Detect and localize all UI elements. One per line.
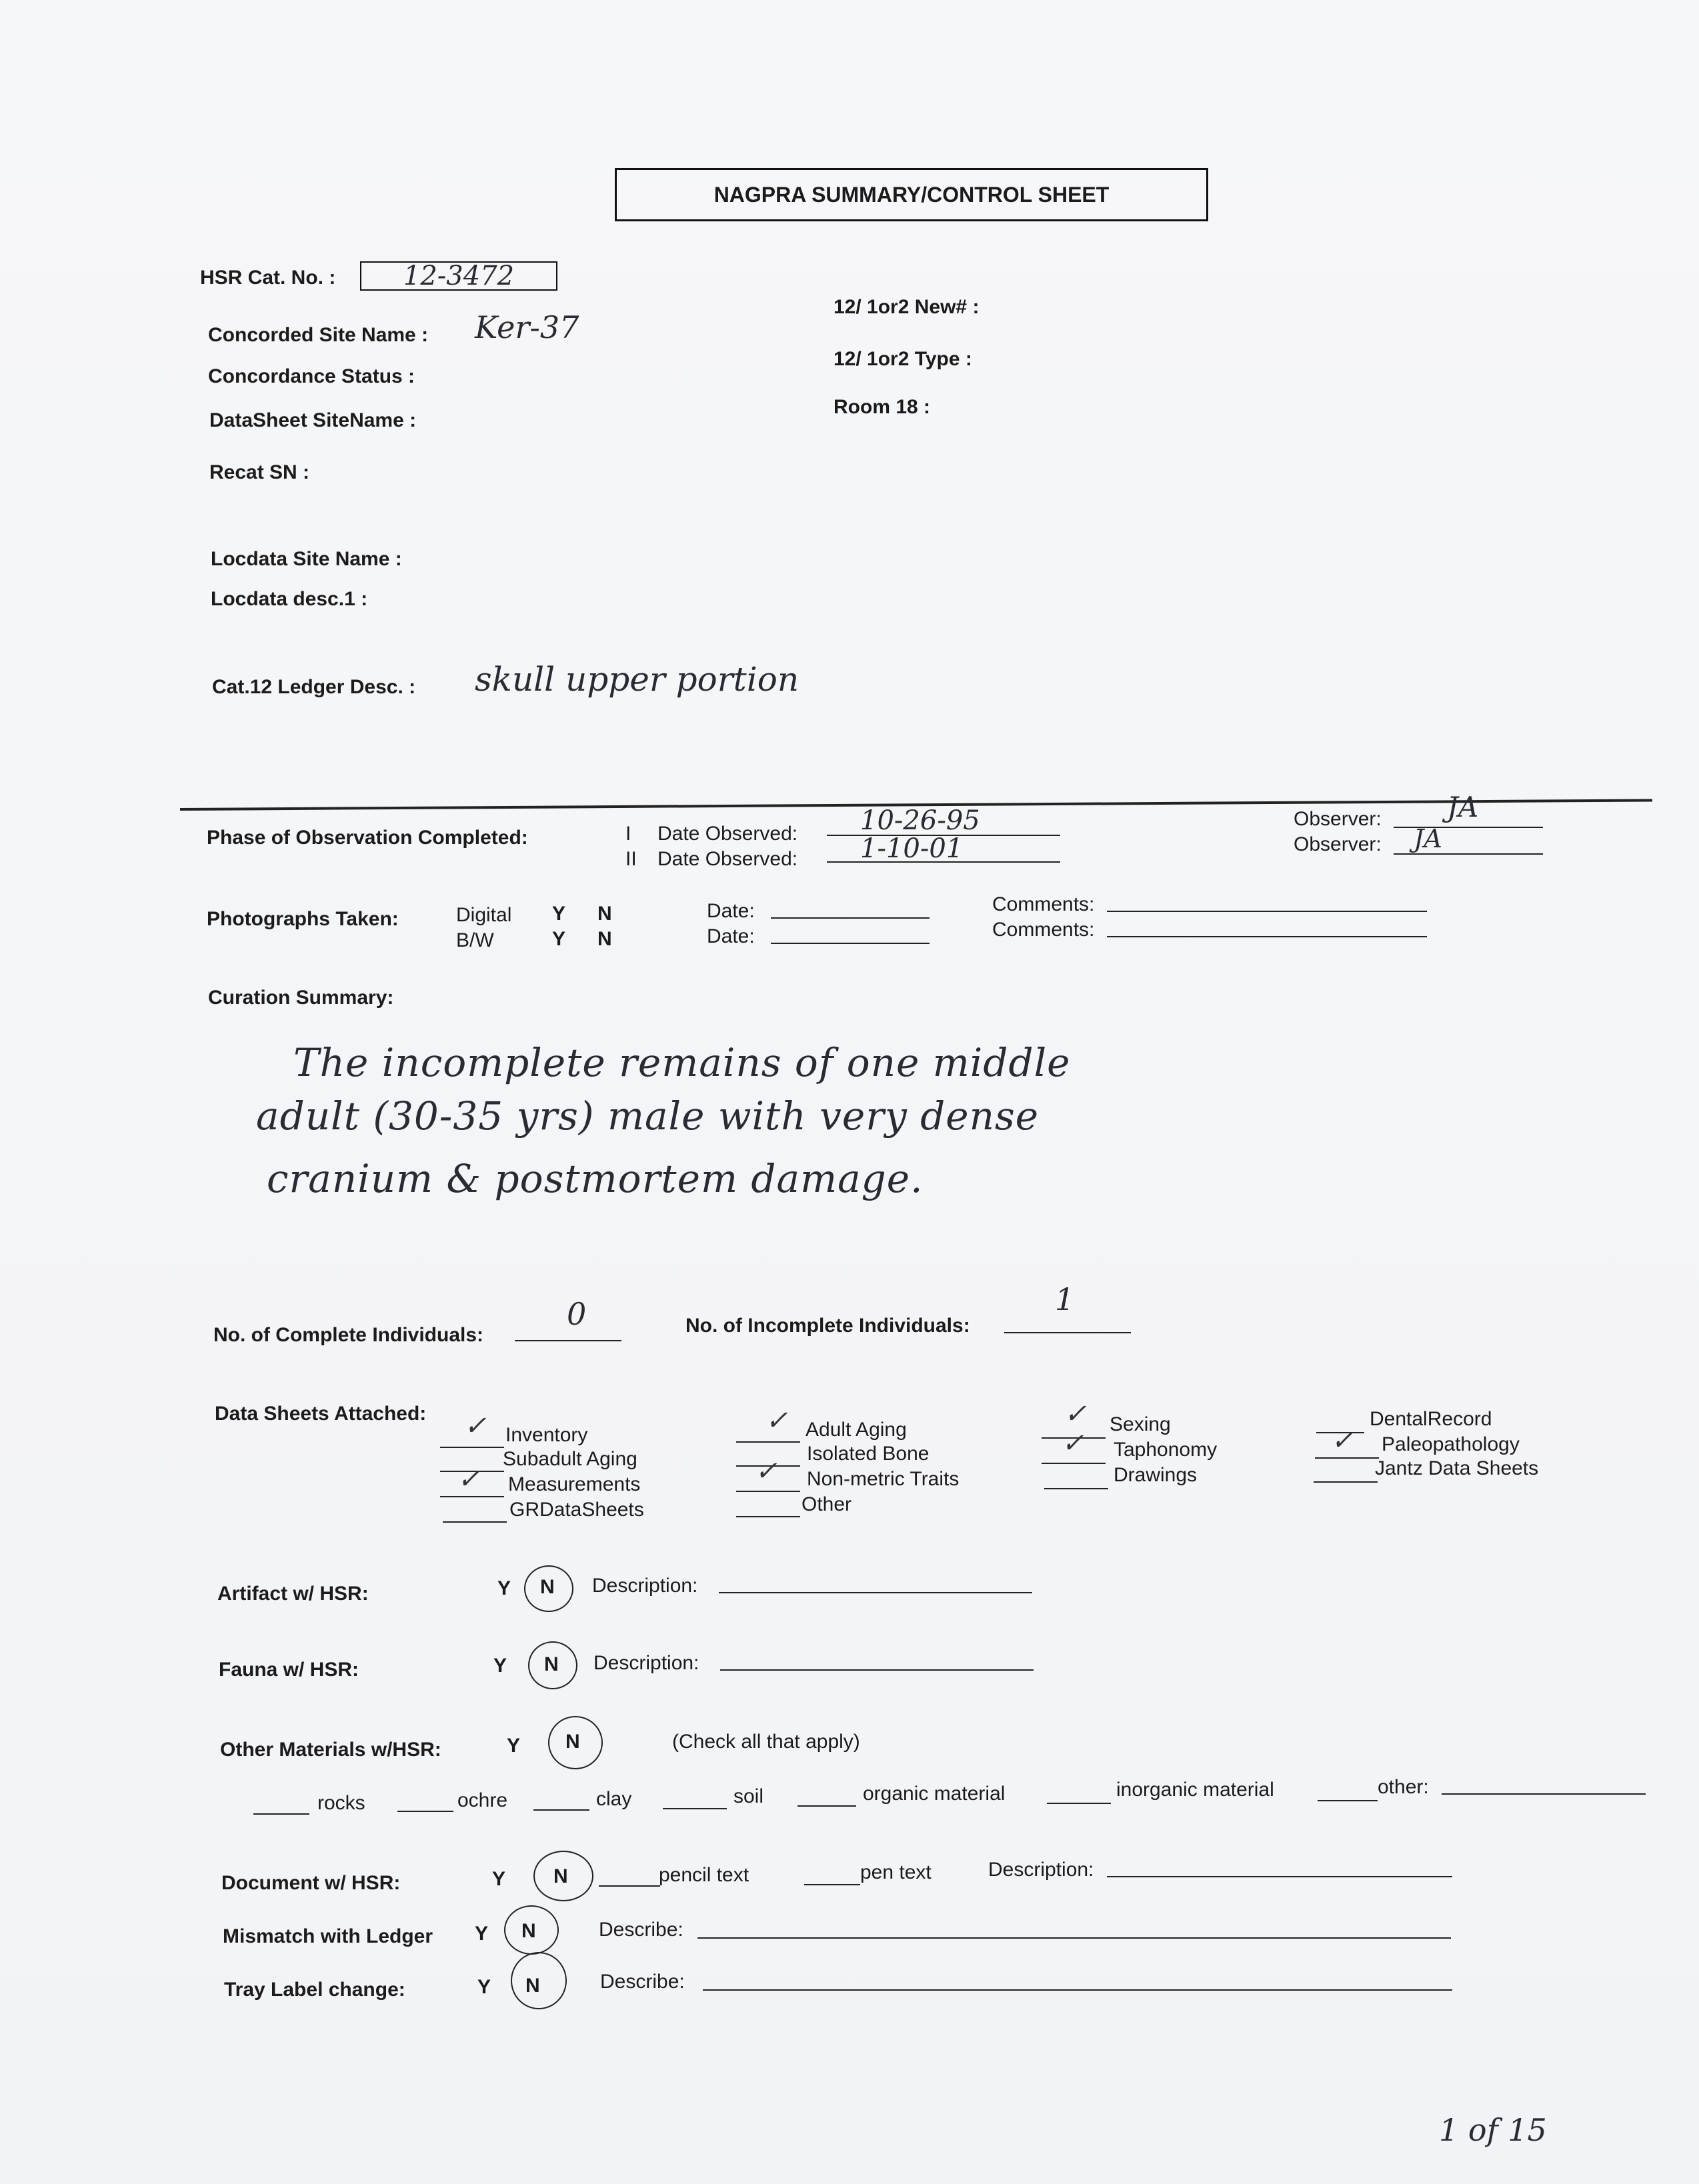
tray-y[interactable]: Y xyxy=(477,1976,491,1998)
document-label: Document w/ HSR: xyxy=(221,1872,401,1894)
adult-aging-check-icon: ✓ xyxy=(765,1405,788,1436)
document-pen-text[interactable]: pen text xyxy=(860,1861,932,1883)
pen-blank xyxy=(804,1884,860,1885)
photo-comments-2-line xyxy=(1107,936,1427,937)
photo-bw-label: B/W xyxy=(456,929,494,951)
type-label: 12/ 1or2 Type : xyxy=(833,348,972,370)
observer-2-value: JA xyxy=(1414,824,1442,853)
paleopathology-check-icon: ✓ xyxy=(1331,1425,1354,1456)
fauna-label: Fauna w/ HSR: xyxy=(219,1659,359,1681)
photo-comments-1-label: Comments: xyxy=(992,893,1095,915)
mismatch-describe-line xyxy=(697,1937,1451,1939)
fauna-n[interactable]: N xyxy=(544,1653,559,1675)
photo-comments-2-label: Comments: xyxy=(992,919,1095,941)
document-n[interactable]: N xyxy=(553,1865,568,1887)
phase2-numeral: II xyxy=(625,848,637,870)
material-inorganic[interactable]: inorganic material xyxy=(1116,1779,1274,1801)
complete-individuals-value: 0 xyxy=(567,1296,587,1332)
curation-summary-line-2: adult (30-35 yrs) male with very dense xyxy=(256,1093,1040,1139)
inventory-check-icon: ✓ xyxy=(464,1411,487,1441)
concordance-status-label: Concordance Status : xyxy=(208,365,415,387)
datasheet-paleopathology[interactable]: Paleopathology xyxy=(1382,1433,1520,1455)
datasheets-label: Data Sheets Attached: xyxy=(215,1403,427,1425)
check-all-note: (Check all that apply) xyxy=(672,1731,860,1753)
recat-sn-label: Recat SN : xyxy=(209,461,310,483)
ochre-blank xyxy=(397,1811,453,1812)
soil-blank xyxy=(663,1808,727,1809)
ledger-desc-value: skull upper portion xyxy=(475,660,799,699)
photo-date-1-label: Date: xyxy=(707,900,755,922)
artifact-label: Artifact w/ HSR: xyxy=(217,1583,369,1605)
incomplete-individuals-label: No. of Incomplete Individuals: xyxy=(685,1315,970,1337)
fauna-description-line xyxy=(720,1669,1034,1671)
other-materials-y[interactable]: Y xyxy=(507,1735,521,1757)
observer-1-label: Observer: xyxy=(1294,808,1382,830)
complete-individuals-label: No. of Complete Individuals: xyxy=(213,1324,484,1346)
paleopathology-blank xyxy=(1315,1457,1379,1459)
datasheet-jantz[interactable]: Jantz Data Sheets xyxy=(1375,1457,1539,1479)
inorganic-blank xyxy=(1047,1803,1111,1804)
observer-1-value: JA xyxy=(1447,791,1479,823)
photo-bw-n[interactable]: N xyxy=(597,928,612,950)
tray-n[interactable]: N xyxy=(525,1975,540,1997)
photo-date-1-line xyxy=(771,917,930,919)
other-material-blank xyxy=(1318,1800,1378,1801)
incomplete-individuals-value: 1 xyxy=(1055,1281,1075,1317)
material-other-line xyxy=(1442,1793,1646,1795)
phase-label: Phase of Observation Completed: xyxy=(207,827,528,849)
inventory-blank xyxy=(440,1447,504,1448)
grdatasheets-blank xyxy=(443,1521,507,1523)
tray-describe-label: Describe: xyxy=(600,1971,685,1993)
material-ochre[interactable]: ochre xyxy=(457,1789,508,1811)
room-label: Room 18 : xyxy=(833,396,931,418)
datasheet-non-metric-traits[interactable]: Non-metric Traits xyxy=(807,1468,960,1490)
date-observed-1-value: 10-26-95 xyxy=(860,805,980,836)
observer-2-label: Observer: xyxy=(1294,833,1382,855)
hsr-cat-no-box xyxy=(360,261,557,291)
material-clay[interactable]: clay xyxy=(596,1788,632,1810)
hsr-cat-no-label: HSR Cat. No. : xyxy=(200,267,336,289)
photo-date-2-line xyxy=(771,943,930,944)
datasheet-sitename-label: DataSheet SiteName : xyxy=(209,409,417,431)
material-soil[interactable]: soil xyxy=(733,1785,764,1807)
document-y[interactable]: Y xyxy=(492,1868,506,1890)
date-observed-2-value: 1-10-01 xyxy=(860,833,964,864)
tray-label-change-label: Tray Label change: xyxy=(224,1979,405,2001)
material-other[interactable]: other: xyxy=(1378,1776,1429,1798)
page-count: 1 of 15 xyxy=(1439,2112,1547,2148)
artifact-description-label: Description: xyxy=(592,1575,698,1597)
material-rocks[interactable]: rocks xyxy=(317,1792,365,1814)
date-observed-2-line xyxy=(827,861,1060,863)
non-metric-traits-blank xyxy=(736,1491,800,1492)
curation-summary-label: Curation Summary: xyxy=(208,987,394,1009)
document-pencil-text[interactable]: pencil text xyxy=(659,1864,749,1886)
tray-describe-line xyxy=(703,1989,1452,1991)
curation-summary-line-3: cranium & postmortem damage. xyxy=(267,1156,924,1201)
artifact-n[interactable]: N xyxy=(540,1576,555,1598)
drawings-blank xyxy=(1044,1488,1108,1489)
organic-blank xyxy=(797,1805,856,1807)
mismatch-y[interactable]: Y xyxy=(475,1923,489,1945)
measurements-check-icon: ✓ xyxy=(457,1464,480,1495)
document-description-line xyxy=(1107,1876,1452,1877)
datasheet-subadult-aging[interactable]: Subadult Aging xyxy=(503,1448,637,1470)
form-title: NAGPRA SUMMARY/CONTROL SHEET xyxy=(713,182,1110,207)
observer-2-line xyxy=(1394,853,1543,855)
form-title-box xyxy=(615,168,1208,221)
fauna-description-label: Description: xyxy=(593,1652,699,1674)
photographs-label: Photographs Taken: xyxy=(207,908,399,930)
datasheet-other[interactable]: Other xyxy=(801,1493,852,1515)
date-observed-2-label: Date Observed: xyxy=(657,848,798,870)
complete-individuals-line xyxy=(515,1340,621,1341)
adult-aging-blank xyxy=(736,1441,800,1443)
locdata-desc-label: Locdata desc.1 : xyxy=(211,588,368,610)
photo-digital-y[interactable]: Y xyxy=(552,903,566,925)
datasheet-adult-aging[interactable]: Adult Aging xyxy=(805,1419,907,1441)
artifact-y[interactable]: Y xyxy=(497,1577,511,1599)
taphonomy-blank xyxy=(1042,1463,1106,1464)
other-materials-n[interactable]: N xyxy=(565,1731,580,1753)
curation-summary-line-1: The incomplete remains of one middle xyxy=(293,1040,1071,1085)
other-blank xyxy=(736,1516,800,1517)
new-number-label: 12/ 1or2 New# : xyxy=(833,296,980,318)
measurements-blank xyxy=(440,1496,504,1497)
datasheet-sexing[interactable]: Sexing xyxy=(1110,1413,1171,1435)
artifact-description-line xyxy=(719,1592,1032,1593)
concorded-site-name-value: Ker-37 xyxy=(475,309,579,345)
jantz-blank xyxy=(1314,1481,1378,1483)
datasheet-taphonomy[interactable]: Taphonomy xyxy=(1114,1439,1218,1461)
mismatch-describe-label: Describe: xyxy=(599,1919,683,1941)
taphonomy-check-icon: ✓ xyxy=(1062,1428,1084,1459)
photo-digital-label: Digital xyxy=(456,904,512,926)
photo-comments-1-line xyxy=(1107,911,1427,912)
incomplete-individuals-line xyxy=(1004,1332,1131,1333)
concorded-site-name-label: Concorded Site Name : xyxy=(208,324,429,346)
mismatch-n[interactable]: N xyxy=(521,1920,536,1942)
material-organic[interactable]: organic material xyxy=(863,1783,1006,1805)
non-metric-traits-check-icon: ✓ xyxy=(755,1456,777,1487)
other-materials-label: Other Materials w/HSR: xyxy=(220,1739,441,1761)
datasheet-drawings[interactable]: Drawings xyxy=(1114,1464,1198,1486)
photo-bw-y[interactable]: Y xyxy=(552,928,566,950)
date-observed-1-label: Date Observed: xyxy=(657,823,798,845)
datasheet-grdatasheets[interactable]: GRDataSheets xyxy=(509,1499,644,1521)
phase1-numeral: I xyxy=(625,823,631,845)
clay-blank xyxy=(533,1809,589,1811)
datasheet-measurements[interactable]: Measurements xyxy=(508,1473,641,1495)
locdata-site-name-label: Locdata Site Name : xyxy=(211,548,402,570)
photo-date-2-label: Date: xyxy=(707,925,755,947)
datasheet-dental-record[interactable]: DentalRecord xyxy=(1370,1408,1492,1430)
hsr-cat-no-value: 12-3472 xyxy=(403,261,515,291)
mismatch-label: Mismatch with Ledger xyxy=(223,1925,433,1947)
datasheet-isolated-bone[interactable]: Isolated Bone xyxy=(807,1443,930,1465)
pencil-blank xyxy=(599,1885,660,1887)
sexing-check-icon: ✓ xyxy=(1064,1399,1087,1429)
ledger-desc-label: Cat.12 Ledger Desc. : xyxy=(212,676,416,698)
rocks-blank xyxy=(253,1813,309,1815)
document-description-label: Description: xyxy=(988,1859,1094,1881)
photo-digital-n[interactable]: N xyxy=(597,903,612,925)
datasheet-inventory[interactable]: Inventory xyxy=(505,1424,588,1446)
fauna-y[interactable]: Y xyxy=(493,1655,507,1677)
